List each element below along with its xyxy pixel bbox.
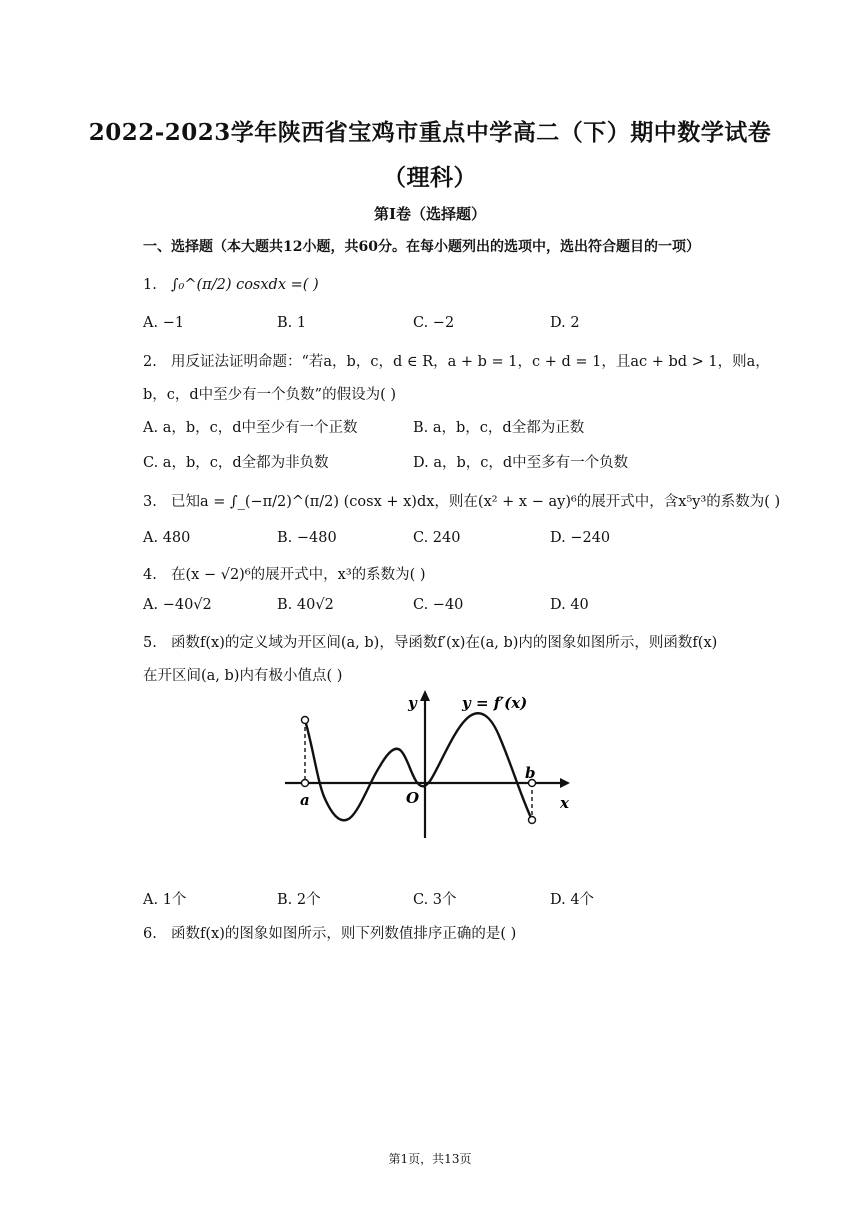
question-number: 6. [143, 926, 157, 942]
question-6 [143, 922, 516, 943]
x-axis-label: x [560, 794, 569, 812]
question-1 [143, 277, 319, 293]
part-heading: 一、选择题（本大题共12小题，共60分。在每小题列出的选项中，选出符合题目的一项） [143, 239, 700, 255]
open-point-b-bottom [529, 817, 536, 824]
option-d: D. a，b，c，d中至多有一个负数 [413, 455, 629, 471]
page-footer: 第1页，共13页 [388, 1152, 472, 1166]
origin-label: O [406, 789, 420, 807]
open-point-a [302, 780, 309, 787]
question-stem: 已知a = ∫_(−π/2)^(π/2) (cosx + x)dx，则在(x² + x − ay)⁶的展开式中，含x⁵y³的系数为( ) [171, 494, 781, 510]
option-d: D. 4个 [550, 892, 595, 908]
option-c: C. 3个 [413, 892, 457, 908]
question-stem: 函数f(x)的图象如图所示，则下列数值排序正确的是( ) [171, 926, 517, 942]
section-heading: 第I卷（选择题） [373, 205, 487, 223]
point-a-label: a [300, 791, 310, 809]
option-c: C. a，b，c，d全都为非负数 [143, 455, 329, 471]
option-a: A. a，b，c，d中至少有一个正数 [143, 420, 358, 436]
curve-label: y = f′(x) [462, 694, 528, 712]
question-5-cont: 在开区间(a, b)内有极小值点( ) [143, 668, 343, 684]
derivative-graph-figure [280, 686, 580, 846]
option-a: A. −1 [143, 315, 185, 331]
question-3 [143, 490, 780, 511]
question-stem: 函数f(x)的定义域为开区间(a, b)，导函数f′(x)在(a, b)内的图象如图所示，则函数f(x) [171, 635, 718, 651]
option-a: A. 1个 [143, 892, 187, 908]
option-c: C. 240 [413, 530, 461, 546]
paper-subtitle: （理科） [383, 164, 477, 191]
question-2-cont: b，c，d中至少有一个负数”的假设为( ) [143, 387, 397, 403]
option-b: B. 1 [277, 315, 307, 331]
option-c: C. −40 [413, 597, 464, 613]
option-d: D. 2 [550, 315, 580, 331]
option-b: B. 40√2 [277, 597, 334, 613]
open-point-a-top [302, 717, 309, 724]
question-number: 1. [143, 277, 157, 293]
option-b: B. a，b，c，d全都为正数 [413, 420, 585, 436]
x-axis-arrow [560, 778, 570, 788]
paper-title: 2022-2023学年陕西省宝鸡市重点中学高二（下）期中数学试卷 [88, 119, 772, 146]
question-4 [143, 563, 426, 584]
question-number: 4. [143, 567, 157, 583]
option-c: C. −2 [413, 315, 455, 331]
option-a: A. 480 [143, 530, 191, 546]
question-2 [143, 350, 770, 371]
point-b-label: b [525, 764, 536, 782]
y-axis-label: y [408, 694, 417, 712]
question-number: 3. [143, 494, 157, 510]
option-d: D. −240 [550, 530, 611, 546]
option-b: B. −480 [277, 530, 337, 546]
option-d: D. 40 [550, 597, 589, 613]
question-5 [143, 631, 717, 652]
question-stem: 用反证法证明命题：“若a，b，c，d ∈ R，a + b = 1，c + d = 1，且ac + bd > 1，则a， [171, 354, 770, 370]
question-number: 5. [143, 635, 157, 651]
question-stem: 在(x − √2)⁶的展开式中，x³的系数为( ) [171, 567, 426, 583]
option-b: B. 2个 [277, 892, 321, 908]
option-a: A. −40√2 [143, 597, 212, 613]
y-axis-arrow [420, 690, 430, 701]
question-number: 2. [143, 354, 157, 370]
question-stem: ∫₀^(π/2) cosxdx =( ) [171, 277, 319, 293]
